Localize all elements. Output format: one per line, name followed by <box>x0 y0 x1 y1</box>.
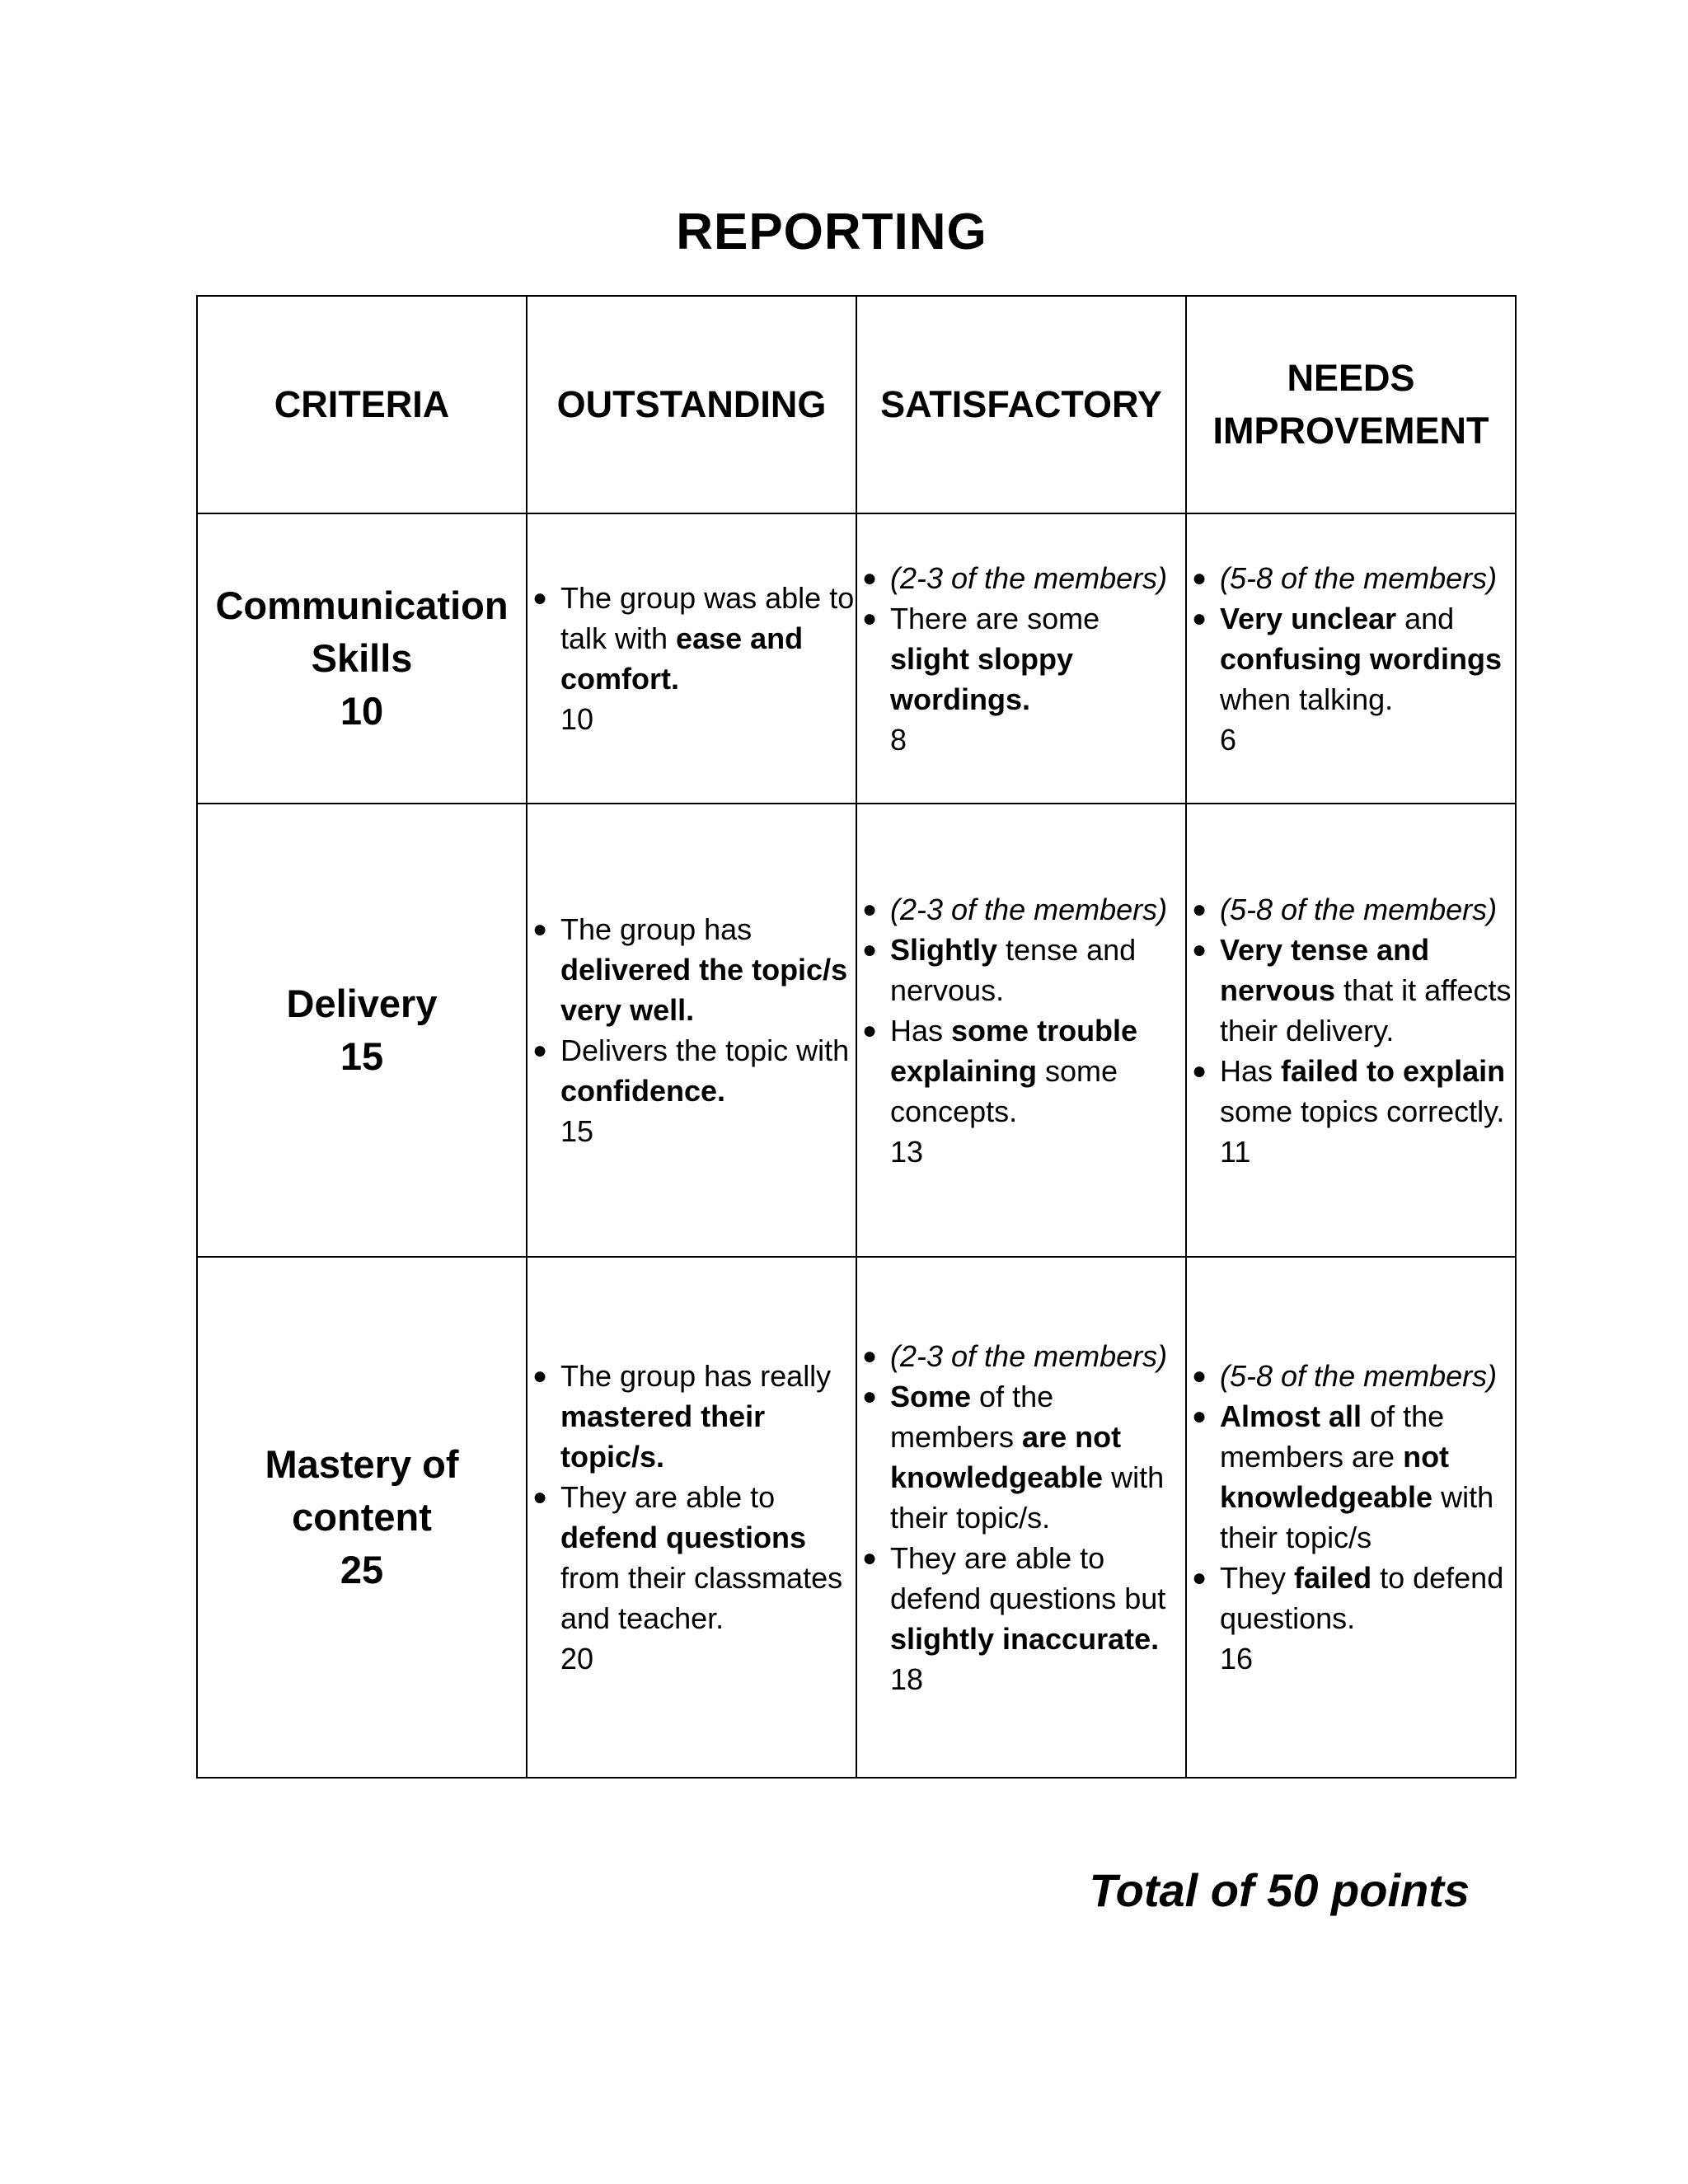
header-criteria: CRITERIA <box>197 296 527 513</box>
header-outstanding: OUTSTANDING <box>527 296 856 513</box>
outstanding-cell <box>527 804 856 1257</box>
criteria-points: 10 <box>340 689 384 733</box>
score-value: 11 <box>1220 1134 1251 1169</box>
table-row <box>197 1257 1516 1778</box>
list-item <box>857 1010 1185 1132</box>
table-row <box>197 804 1516 1257</box>
list-item <box>1187 930 1515 1051</box>
descriptor-text: Delivers the topic with <box>560 1033 850 1067</box>
criteria-label: Skills <box>311 636 413 680</box>
members-range: (5-8 of the members) <box>1220 1359 1498 1393</box>
descriptor-text: some concepts. <box>890 1053 1118 1128</box>
members-range: (2-3 of the members) <box>890 892 1168 926</box>
score-value: 13 <box>890 1134 924 1169</box>
descriptor-list <box>528 1356 856 1638</box>
bullet-icon: ● <box>862 935 878 963</box>
list-item <box>857 930 1185 1010</box>
descriptor-text: Has <box>1220 1053 1282 1088</box>
list-item <box>1187 1051 1515 1132</box>
header-needs-line2: IMPROVEMENT <box>1212 410 1489 452</box>
descriptor-emphasis: mastered their topic/s. <box>560 1399 766 1474</box>
bullet-icon: ● <box>862 564 878 592</box>
bullet-icon: ● <box>1192 564 1207 592</box>
list-item <box>1187 558 1515 598</box>
list-item <box>857 1538 1185 1659</box>
score-value: 10 <box>560 702 594 736</box>
criteria-label: content <box>292 1495 432 1539</box>
members-range: (2-3 of the members) <box>890 560 1168 595</box>
descriptor-emphasis: Very tense and nervous <box>1220 932 1430 1007</box>
header-row <box>197 296 1516 513</box>
needs-improvement-cell <box>1186 1257 1516 1778</box>
score-value: 6 <box>1220 722 1237 757</box>
descriptor-text: from their classmates and teacher. <box>560 1561 843 1635</box>
members-range: (5-8 of the members) <box>1220 892 1498 926</box>
descriptor-text: of the members <box>890 1379 1054 1454</box>
score-value: 16 <box>1220 1642 1254 1675</box>
descriptor-list <box>857 1336 1185 1659</box>
score-value: 20 <box>560 1642 594 1675</box>
bullet-icon: ● <box>1192 935 1207 963</box>
list-item <box>528 578 856 699</box>
satisfactory-cell <box>856 804 1186 1257</box>
descriptor-emphasis: defend questions <box>560 1521 807 1554</box>
list-item <box>528 1477 856 1638</box>
descriptor-list <box>1187 1356 1515 1638</box>
descriptor-text: The group was able to talk with <box>560 581 855 655</box>
criteria-points: 15 <box>340 1034 384 1078</box>
descriptor-text: There are some <box>890 601 1100 635</box>
bullet-icon: ● <box>532 1037 548 1064</box>
descriptor-text: The group has <box>560 912 753 946</box>
bullet-icon: ● <box>532 1362 548 1390</box>
descriptor-list <box>857 558 1185 719</box>
descriptor-emphasis: failed to explain <box>1281 1053 1506 1088</box>
header-needs-line1: NEEDS <box>1287 357 1415 399</box>
bullet-icon: ● <box>532 584 548 612</box>
bullet-icon: ● <box>862 1016 878 1044</box>
bullet-icon: ● <box>862 1544 878 1572</box>
table-row <box>197 513 1516 804</box>
list-item <box>528 1030 856 1111</box>
outstanding-cell <box>527 1257 856 1778</box>
descriptor-emphasis: Slightly <box>890 932 998 967</box>
criteria-label: Delivery <box>286 982 438 1025</box>
descriptor-text: with their topic/s. <box>890 1460 1165 1535</box>
criteria-label: Mastery of <box>265 1442 459 1486</box>
descriptor-emphasis: ease and comfort. <box>560 621 804 696</box>
descriptor-list <box>528 578 856 699</box>
descriptor-emphasis: slight sloppy wordings. <box>890 641 1074 716</box>
list-item <box>1187 598 1515 719</box>
list-item <box>857 558 1185 598</box>
score-value: 8 <box>890 722 907 757</box>
bullet-icon: ● <box>862 1382 878 1410</box>
descriptor-text: with their topic/s <box>1220 1480 1494 1554</box>
descriptor-text: tense and nervous. <box>890 932 1137 1007</box>
bullet-icon: ● <box>862 604 878 632</box>
outstanding-cell <box>527 513 856 804</box>
bullet-icon: ● <box>1192 1057 1207 1085</box>
members-range: (2-3 of the members) <box>890 1338 1168 1373</box>
members-range: (5-8 of the members) <box>1220 560 1498 595</box>
descriptor-emphasis: confusing wordings <box>1220 641 1502 676</box>
descriptor-list <box>857 889 1185 1132</box>
header-needs-improvement <box>1186 296 1516 513</box>
list-item <box>1187 1356 1515 1396</box>
satisfactory-cell <box>856 513 1186 804</box>
list-item <box>528 1356 856 1477</box>
bullet-icon: ● <box>862 1342 878 1370</box>
list-item <box>857 889 1185 930</box>
descriptor-emphasis: slightly inaccurate. <box>890 1621 1160 1656</box>
score-value: 15 <box>560 1114 594 1148</box>
descriptor-list <box>528 909 856 1111</box>
descriptor-text: They are able to defend questions but <box>890 1540 1166 1615</box>
criteria-cell <box>197 513 527 804</box>
criteria-points: 25 <box>340 1548 384 1591</box>
total-points: Total of 50 points <box>1089 1864 1470 1916</box>
descriptor-text: of the members are <box>1220 1399 1445 1474</box>
descriptor-emphasis: not knowledgeable <box>1220 1440 1450 1514</box>
bullet-icon: ● <box>1192 1564 1207 1591</box>
descriptor-text: The group has really <box>560 1359 832 1393</box>
bullet-icon: ● <box>1192 1403 1207 1430</box>
header-satisfactory: SATISFACTORY <box>856 296 1186 513</box>
descriptor-text: They <box>1220 1561 1295 1595</box>
list-item <box>528 909 856 1030</box>
descriptor-text: some topics correctly. <box>1220 1094 1505 1128</box>
descriptor-list <box>1187 889 1515 1132</box>
descriptor-text: to defend questions. <box>1220 1561 1504 1635</box>
list-item <box>1187 1396 1515 1558</box>
descriptor-text: that it affects their delivery. <box>1220 972 1512 1047</box>
criteria-cell <box>197 1257 527 1778</box>
descriptor-emphasis: delivered the topic/s very well. <box>560 953 848 1027</box>
bullet-icon: ● <box>532 916 548 943</box>
list-item <box>857 1376 1185 1538</box>
bullet-icon: ● <box>1192 895 1207 923</box>
descriptor-emphasis: Almost all <box>1220 1399 1362 1433</box>
descriptor-emphasis: Some <box>890 1379 972 1413</box>
list-item <box>857 1336 1185 1376</box>
score-value: 18 <box>890 1661 924 1696</box>
descriptor-emphasis: confidence. <box>560 1074 726 1108</box>
descriptor-emphasis: failed <box>1294 1561 1372 1595</box>
descriptor-text: Has <box>890 1013 952 1047</box>
descriptor-emphasis: are not knowledgeable <box>890 1419 1122 1494</box>
rubric-table <box>196 295 1517 1779</box>
criteria-label: Communication <box>215 583 509 627</box>
descriptor-text: when talking. <box>1220 682 1394 716</box>
page-title: REPORTING <box>676 204 987 260</box>
list-item <box>857 598 1185 719</box>
bullet-icon: ● <box>1192 604 1207 632</box>
descriptor-text: and <box>1396 601 1455 635</box>
bullet-icon: ● <box>532 1483 548 1511</box>
needs-improvement-cell <box>1186 513 1516 804</box>
satisfactory-cell <box>856 1257 1186 1778</box>
bullet-icon: ● <box>1192 1362 1207 1390</box>
list-item <box>1187 889 1515 930</box>
list-item <box>1187 1558 1515 1638</box>
descriptor-list <box>1187 558 1515 719</box>
needs-improvement-cell <box>1186 804 1516 1257</box>
descriptor-emphasis: Very unclear <box>1220 601 1397 635</box>
criteria-cell <box>197 804 527 1257</box>
descriptor-text: They are able to <box>560 1480 776 1514</box>
bullet-icon: ● <box>862 895 878 923</box>
descriptor-emphasis: some trouble explaining <box>890 1013 1138 1088</box>
